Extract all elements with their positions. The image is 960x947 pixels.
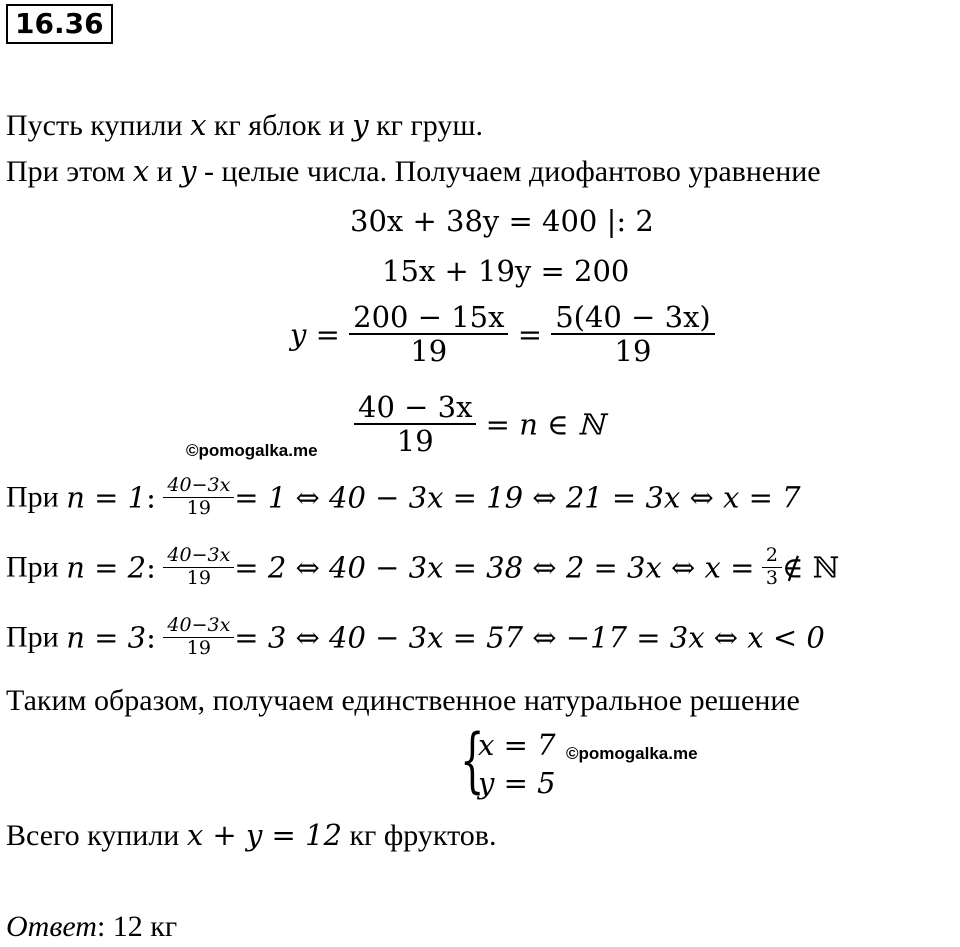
- system-brace: {: [460, 719, 485, 801]
- case-condition: n = 2: [66, 550, 147, 585]
- fraction-numerator: 40 − 3x: [354, 392, 476, 425]
- case-n1: [6, 476, 801, 519]
- fraction-denominator: 19: [186, 636, 211, 659]
- system-row-1: x = 7: [478, 728, 556, 762]
- case-prefix: При: [6, 620, 67, 654]
- case-fraction: [163, 476, 234, 519]
- total-formula: x + y = 12: [186, 818, 342, 852]
- var-y: y: [352, 108, 369, 142]
- eq4-rhs: = n ∈ ℕ: [485, 407, 605, 442]
- fraction-denominator: 3: [765, 566, 779, 589]
- solution-system: [460, 719, 730, 808]
- case-colon: :: [146, 550, 156, 585]
- fraction-numerator: 40−3x: [163, 616, 234, 638]
- watermark: ©pomogalka.me: [566, 744, 698, 763]
- fraction-denominator: 19: [410, 334, 448, 369]
- fraction-denominator: 19: [186, 566, 211, 589]
- eq3-fraction-2: [551, 302, 715, 367]
- case-condition: n = 3: [66, 620, 147, 655]
- var-x: x: [190, 108, 207, 142]
- eq4-fraction: [354, 392, 476, 457]
- case-n3: [6, 616, 825, 659]
- case-tail-fraction: [762, 546, 782, 589]
- fraction-numerator: 40−3x: [163, 476, 234, 498]
- intro-line-2: [6, 154, 821, 189]
- fraction-numerator: 200 − 15x: [349, 302, 508, 335]
- case-fraction: [163, 546, 234, 589]
- answer-line: [6, 910, 177, 944]
- conclusion-text: Таким образом, получаем единственное натуральное решение: [6, 684, 800, 717]
- fraction-numerator: 40−3x: [163, 546, 234, 568]
- total-text: кг фруктов.: [341, 819, 497, 852]
- answer-value: : 12 кг: [96, 910, 178, 943]
- case-condition: n = 1: [66, 480, 147, 515]
- case-colon: :: [146, 480, 156, 515]
- fraction-denominator: 19: [186, 496, 211, 519]
- intro-text: кг груш.: [368, 109, 483, 142]
- var-y: y: [180, 154, 197, 188]
- case-prefix: При: [6, 550, 67, 584]
- system-row-2: y = 5: [478, 766, 556, 800]
- answer-label: Ответ: [6, 910, 97, 943]
- fraction-numerator: 2: [762, 546, 782, 568]
- fraction-denominator: 19: [396, 424, 434, 459]
- case-colon: :: [146, 620, 156, 655]
- case-rest: = 3 ⇔ 40 − 3x = 57 ⇔ −17 = 3x ⇔ x < 0: [234, 620, 825, 655]
- eq3-equals: =: [517, 317, 542, 352]
- fraction-numerator: 5(40 − 3x): [551, 302, 715, 335]
- intro-text: - целые числа. Получаем диофантово уравнение: [196, 155, 821, 188]
- fraction-denominator: 19: [614, 334, 652, 369]
- eq3-lhs: y =: [290, 317, 340, 352]
- case-rest: = 2 ⇔ 40 − 3x = 38 ⇔ 2 = 3x ⇔ x =: [234, 550, 755, 585]
- problem-number: 16.36: [6, 4, 113, 44]
- case-tail: ∉ ℕ: [782, 550, 840, 585]
- intro-line-1: [6, 108, 483, 143]
- total-line: [6, 818, 496, 853]
- case-n2: [6, 546, 839, 589]
- case-fraction: [163, 616, 234, 659]
- intro-text: При этом: [6, 155, 133, 188]
- equation-2: 15x + 19y = 200: [382, 254, 630, 288]
- intro-text: кг яблок и: [206, 109, 353, 142]
- equation-4: [354, 392, 604, 457]
- watermark: ©pomogalka.me: [186, 441, 318, 460]
- total-text: Всего купили: [6, 819, 187, 852]
- equation-3: [290, 302, 715, 367]
- case-prefix: При: [6, 480, 67, 514]
- intro-text: и: [149, 155, 181, 188]
- equation-1: 30x + 38y = 400 |: 2: [350, 204, 654, 238]
- case-rest: = 1 ⇔ 40 − 3x = 19 ⇔ 21 = 3x ⇔ x = 7: [234, 480, 801, 515]
- var-x: x: [132, 154, 150, 188]
- intro-text: Пусть купили: [6, 109, 191, 142]
- eq3-fraction-1: [349, 302, 508, 367]
